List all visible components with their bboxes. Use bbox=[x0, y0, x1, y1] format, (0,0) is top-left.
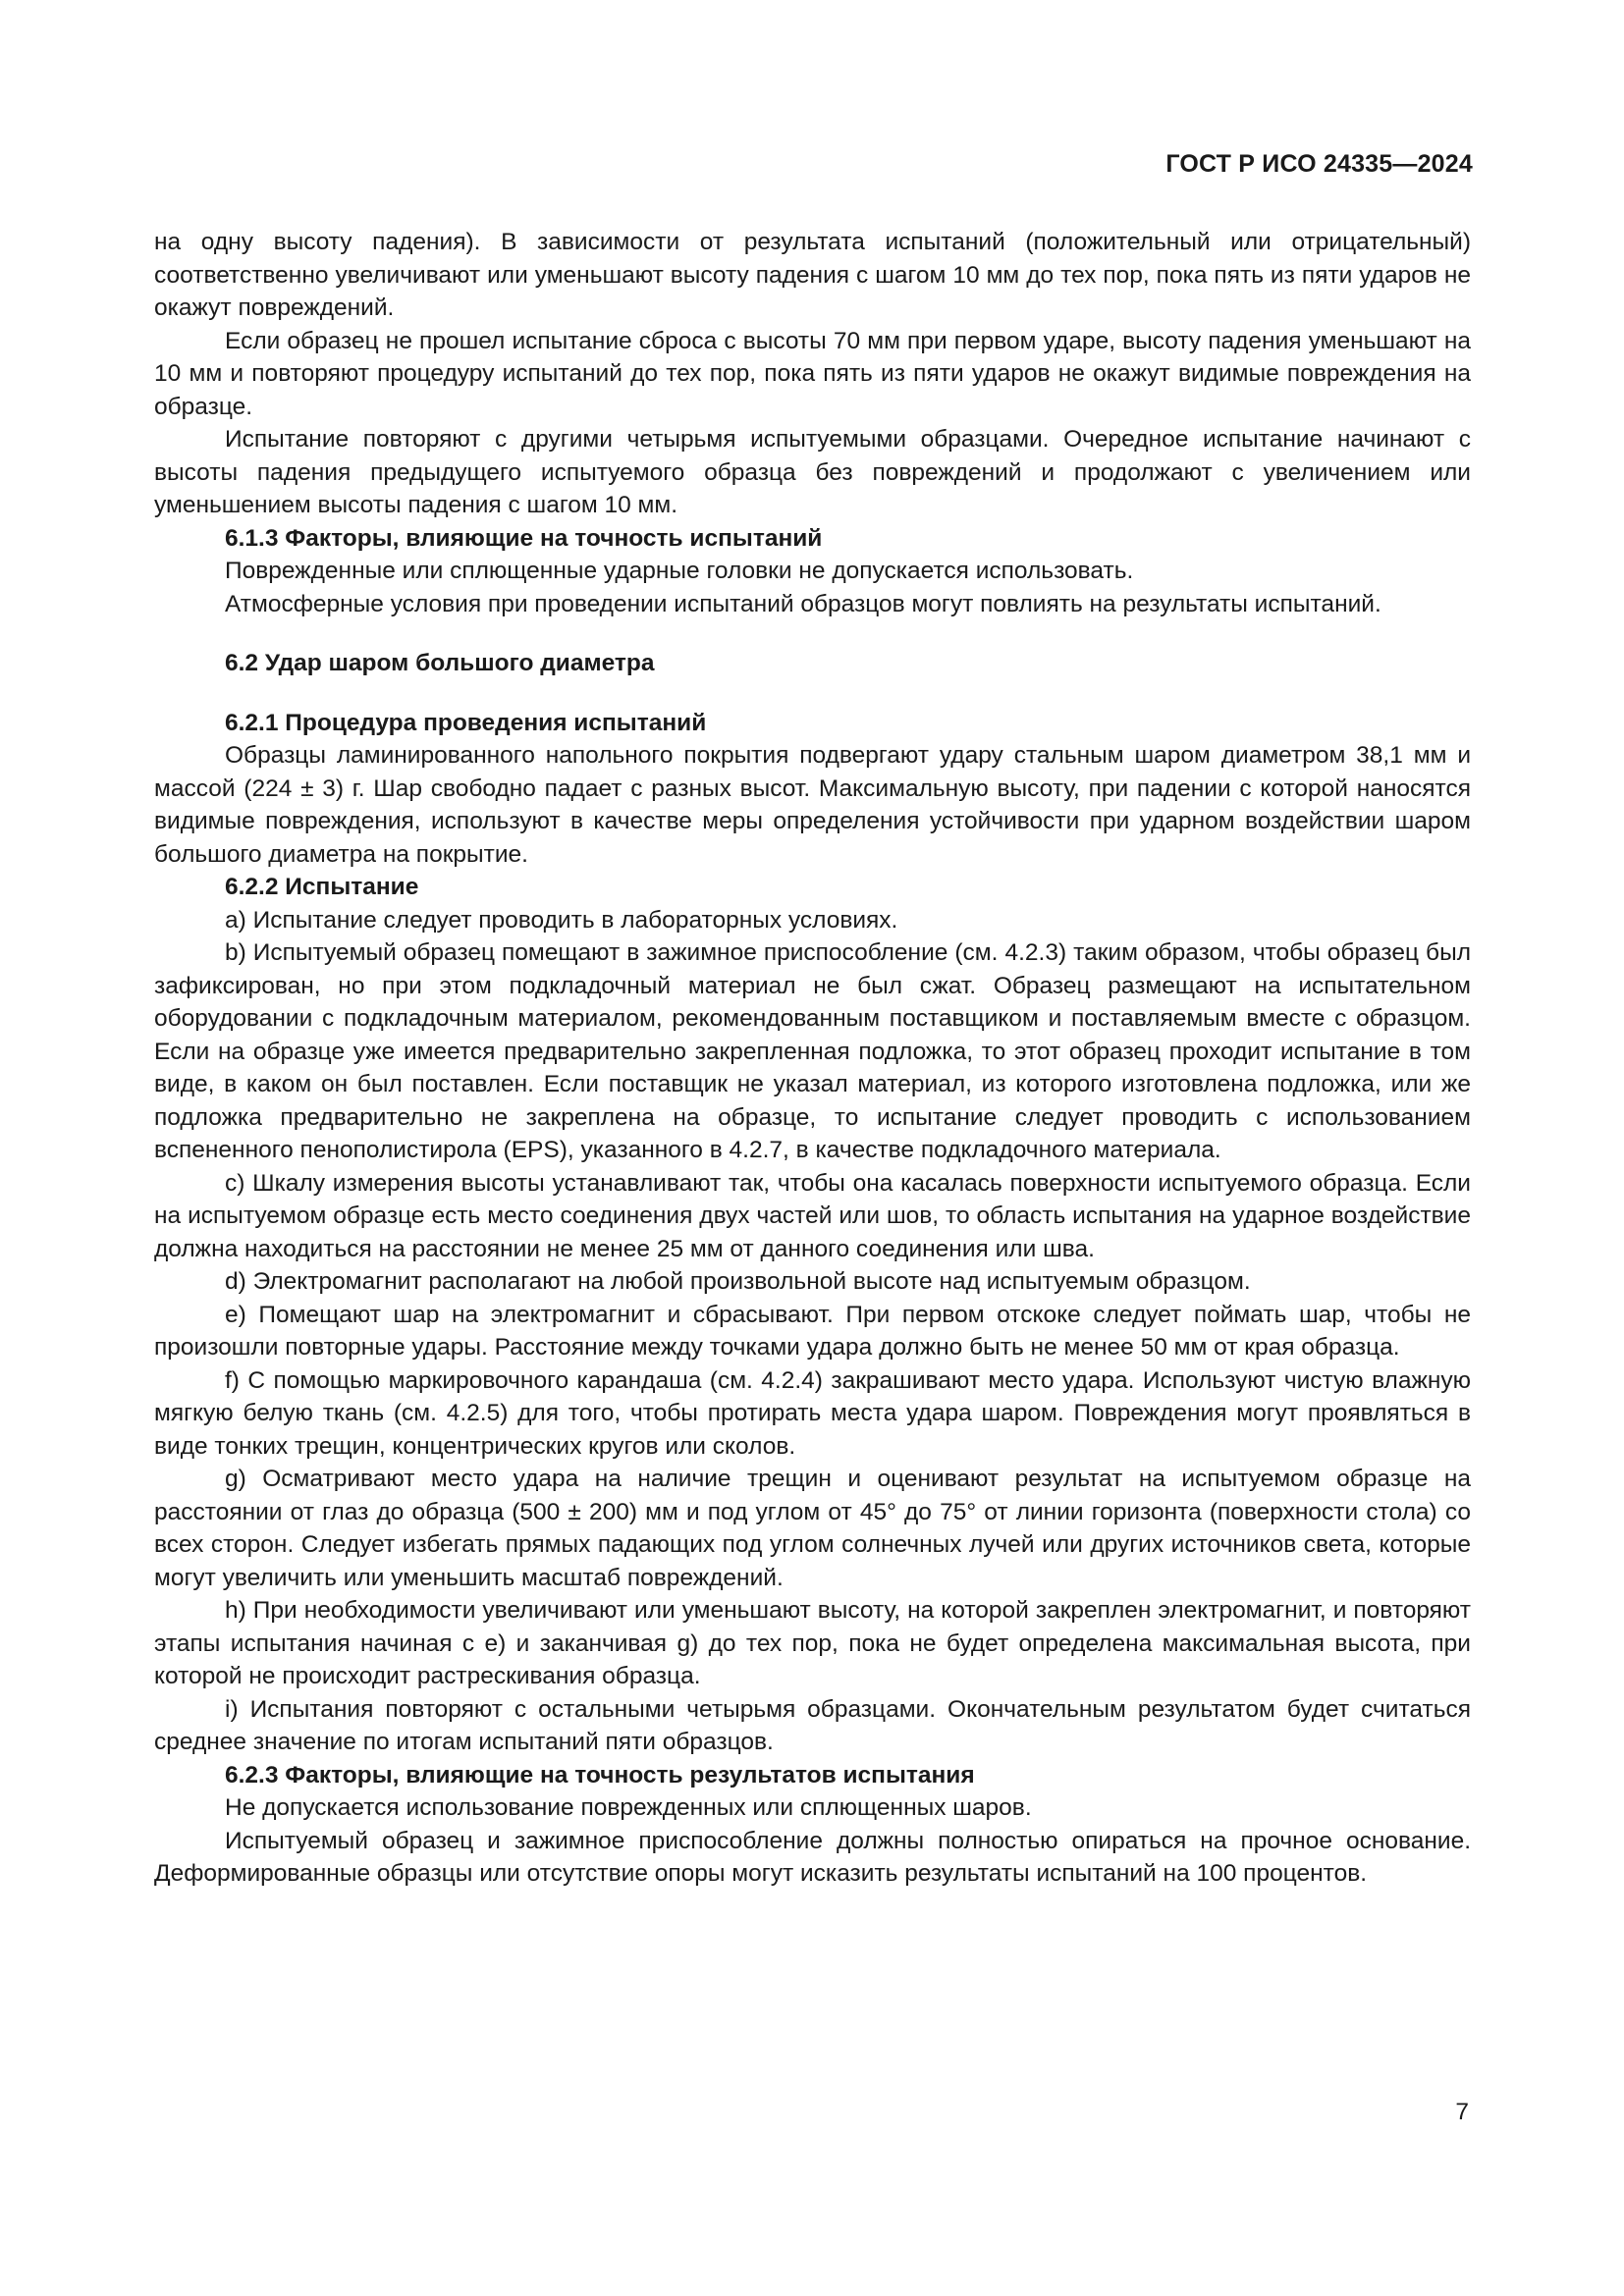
section-heading-6-2-1: 6.2.1 Процедура проведения испытаний bbox=[225, 709, 707, 736]
document-code-header: ГОСТ Р ИСО 24335—2024 bbox=[1165, 150, 1473, 178]
list-item-b: b) Испытуемый образец помещают в зажимное приспособление (см. 4.2.3) таким образом, чтобы образец был зафиксирован, но при этом подкладочный материал не был сжат. Образец размещают на испытательном оборудовании с подкладочным материалом, рекомендованным поставщиком и поставляемым вместе с образцом. Если на образце уже имеется предварительно закрепленная подложка, то этот образец проходит испытание в том виде, в каком он был поставлен. Если поставщик не указал материал, из которого изготовлена подложка, или же подложка предварительно не закреплена на образце, то испытание следует проводить с использованием вспененного пенополистирола (EPS), указанного в 4.2.7, в качестве подкладочного материала. bbox=[154, 939, 1471, 1163]
list-item-a: a) Испытание следует проводить в лабораторных условиях. bbox=[225, 906, 898, 934]
document-body bbox=[154, 226, 1471, 1891]
paragraph: Если образец не прошел испытание сброса с высоты 70 мм при первом ударе, высоту падения уменьшают на 10 мм и повторяют процедуру испытаний до тех пор, пока пять из пяти ударов не окажут видимые повреждения на образце. bbox=[154, 327, 1471, 420]
list-item-i: i) Испытания повторяют с остальными четырьмя образцами. Окончательным результатом будет считаться среднее значение по итогам испытаний пяти образцов. bbox=[154, 1695, 1471, 1755]
section-heading-6-1-3: 6.1.3 Факторы, влияющие на точность испытаний bbox=[225, 524, 823, 552]
paragraph: Образцы ламинированного напольного покрытия подвергают удару стальным шаром диаметром 38,1 мм и массой (224 ± 3) г. Шар свободно падает с разных высот. Максимальную высоту, при падении с которой наносятся видимые повреждения, используют в качестве меры определения устойчивости при ударном воздействии шаром большого диаметра на покрытие. bbox=[154, 742, 1471, 868]
list-item-e: e) Помещают шар на электромагнит и сбрасывают. При первом отскоке следует поймать шар, чтобы не произошли повторные удары. Расстояние между точками удара должно быть не менее 50 мм от края образца. bbox=[154, 1301, 1471, 1361]
list-item-d: d) Электромагнит располагают на любой произвольной высоте над испытуемым образцом. bbox=[225, 1268, 1251, 1295]
page-number: 7 bbox=[1455, 2099, 1469, 2125]
section-heading-6-2-3: 6.2.3 Факторы, влияющие на точность результатов испытания bbox=[225, 1761, 975, 1789]
paragraph: Испытание повторяют с другими четырьмя испытуемыми образцами. Очередное испытание начинают с высоты падения предыдущего испытуемого образца без повреждений и продолжают с увеличением или уменьшением высоты падения с шагом 10 мм. bbox=[154, 426, 1471, 518]
section-heading-6-2: 6.2 Удар шаром большого диаметра bbox=[225, 650, 655, 676]
paragraph-continuation: на одну высоту падения). В зависимости от результата испытаний (положительный или отрицательный) соответственно увеличивают или уменьшают высоту падения с шагом 10 мм до тех пор, пока пять из пяти ударов не окажут повреждений. bbox=[154, 229, 1471, 321]
paragraph: Не допускается использование поврежденных или сплющенных шаров. bbox=[225, 1794, 1032, 1821]
list-item-h: h) При необходимости увеличивают или уменьшают высоту, на которой закреплен электромагнит, и повторяют этапы испытания начиная с e) и заканчивая g) до тех пор, пока не будет определена максимальная высота, при которой не происходит растрескивания образца. bbox=[154, 1597, 1471, 1689]
list-item-g: g) Осматривают место удара на наличие трещин и оценивают результат на испытуемом образце на расстоянии от глаз до образца (500 ± 200) мм и под углом от 45° до 75° от линии горизонта (поверхности стола) со всех сторон. Следует избегать прямых падающих под углом солнечных лучей или других источников света, которые могут увеличить или уменьшить масштаб повреждений. bbox=[154, 1466, 1471, 1591]
paragraph: Атмосферные условия при проведении испытаний образцов могут повлиять на результаты испытаний. bbox=[225, 590, 1381, 617]
list-item-c: c) Шкалу измерения высоты устанавливают так, чтобы она касалась поверхности испытуемого образца. Если на испытуемом образце есть место соединения двух частей или шов, то область испытания на ударное воздействие должна находиться на расстоянии не менее 25 мм от данного соединения или шва. bbox=[154, 1169, 1471, 1262]
paragraph: Поврежденные или сплющенные ударные головки не допускается использовать. bbox=[225, 558, 1134, 584]
section-heading-6-2-2: 6.2.2 Испытание bbox=[225, 874, 419, 900]
list-item-f: f) С помощью маркировочного карандаша (см. 4.2.4) закрашивают место удара. Используют чистую влажную мягкую белую ткань (см. 4.2.5) для того, чтобы протирать места удара шаром. Повреждения могут проявляться в виде тонких трещин, концентрических кругов или сколов. bbox=[154, 1366, 1471, 1460]
paragraph: Испытуемый образец и зажимное приспособление должны полностью опираться на прочное основание. Деформированные образцы или отсутствие опоры могут исказить результаты испытаний на 100 процентов. bbox=[154, 1827, 1471, 1887]
